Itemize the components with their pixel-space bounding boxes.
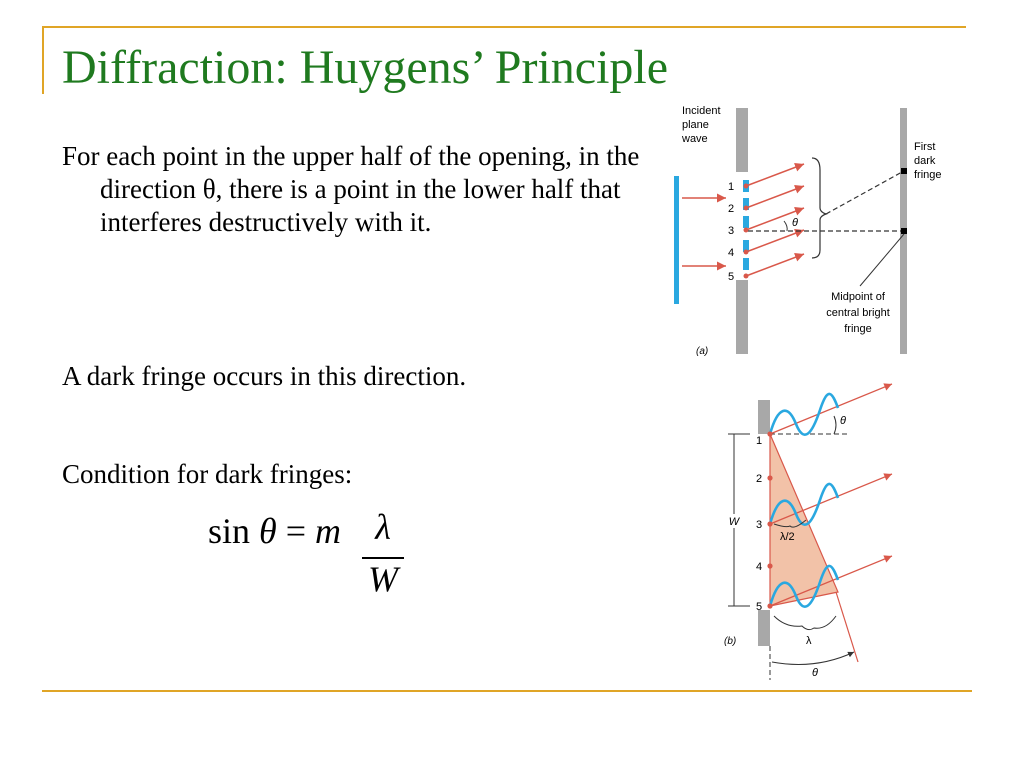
- source-number-2: 2: [728, 203, 735, 215]
- theta-arc-a: [784, 221, 787, 231]
- wavelength-brace: [774, 616, 836, 630]
- source-number-b-4: 4: [756, 561, 763, 573]
- midpoint-label-line-2: central bright: [826, 307, 890, 319]
- dashed-ray-to-first-dark: [826, 172, 902, 214]
- slit-wavelets: [743, 180, 749, 270]
- bullet-dark-fringe: A dark fringe occurs in this direction.: [62, 361, 467, 391]
- incident-label-line-3: wave: [682, 133, 708, 145]
- first-dark-fringe-marker: [901, 168, 907, 174]
- theta-arc-bottom: [772, 652, 854, 664]
- bullet-condition: Condition for dark fringes:: [62, 459, 353, 489]
- source-number-b-1: 1: [756, 435, 763, 447]
- formula-theta: θ: [259, 511, 277, 551]
- slit-edge-top: [758, 400, 770, 434]
- formula-width: W: [368, 559, 398, 599]
- source-number-b-5: 5: [756, 601, 763, 613]
- panel-label-b: (b): [724, 636, 737, 647]
- first-dark-label-line-3: fringe: [914, 169, 942, 181]
- frame-left-line: [42, 26, 44, 94]
- formula-lambda: λ: [375, 507, 391, 547]
- central-fringe-marker: [901, 228, 907, 234]
- frame-bottom-line: [42, 690, 972, 692]
- frame-top-line: [42, 26, 966, 28]
- figure-b-path-difference: [716, 378, 902, 680]
- wavelength-label: λ: [806, 635, 812, 647]
- first-dark-label-line-2: dark: [914, 155, 936, 167]
- slit-barrier-bottom: [736, 280, 748, 354]
- figure-a-single-slit: [668, 100, 968, 368]
- midpoint-leader-line: [860, 234, 904, 286]
- theta-label-top: θ: [840, 415, 846, 427]
- source-number-4: 4: [728, 247, 735, 259]
- midpoint-label-line-1: Midpoint of: [831, 291, 885, 303]
- formula-sin: sin: [208, 511, 251, 551]
- theta-arc-top: [834, 416, 836, 434]
- formula-m: m: [315, 511, 342, 551]
- slide-title: Diffraction: Huygens’ Principle: [62, 41, 669, 94]
- formula-equals: =: [285, 511, 307, 551]
- source-number-5: 5: [728, 271, 735, 283]
- theta-label-bottom: θ: [812, 667, 818, 679]
- theta-label-a: θ: [792, 217, 798, 229]
- bullet-huygens: For each point in the upper half of the opening, in the direction θ, there is a point in the lower half that interferes destructively with it.: [62, 141, 640, 238]
- incident-label-line-1: Incident: [682, 105, 721, 117]
- source-number-b-2: 2: [756, 473, 763, 485]
- incident-wavefront: [674, 176, 679, 304]
- ray-group-brace: [812, 158, 826, 258]
- midpoint-label-line-3: fringe: [844, 323, 872, 335]
- wedge-extension-line: [836, 592, 858, 662]
- incident-label-line-2: plane: [682, 119, 709, 131]
- slit-edge-bottom: [758, 610, 770, 646]
- dark-fringe-formula: [208, 507, 398, 599]
- source-number-b-3: 3: [756, 519, 763, 531]
- source-number-3: 3: [728, 225, 735, 237]
- first-dark-label-line-1: First: [914, 141, 936, 153]
- source-number-1: 1: [728, 181, 735, 193]
- width-label: W: [728, 516, 740, 528]
- half-wavelength-label: λ/2: [780, 531, 795, 543]
- panel-label-a: (a): [696, 346, 709, 357]
- slit-barrier-top: [736, 108, 748, 172]
